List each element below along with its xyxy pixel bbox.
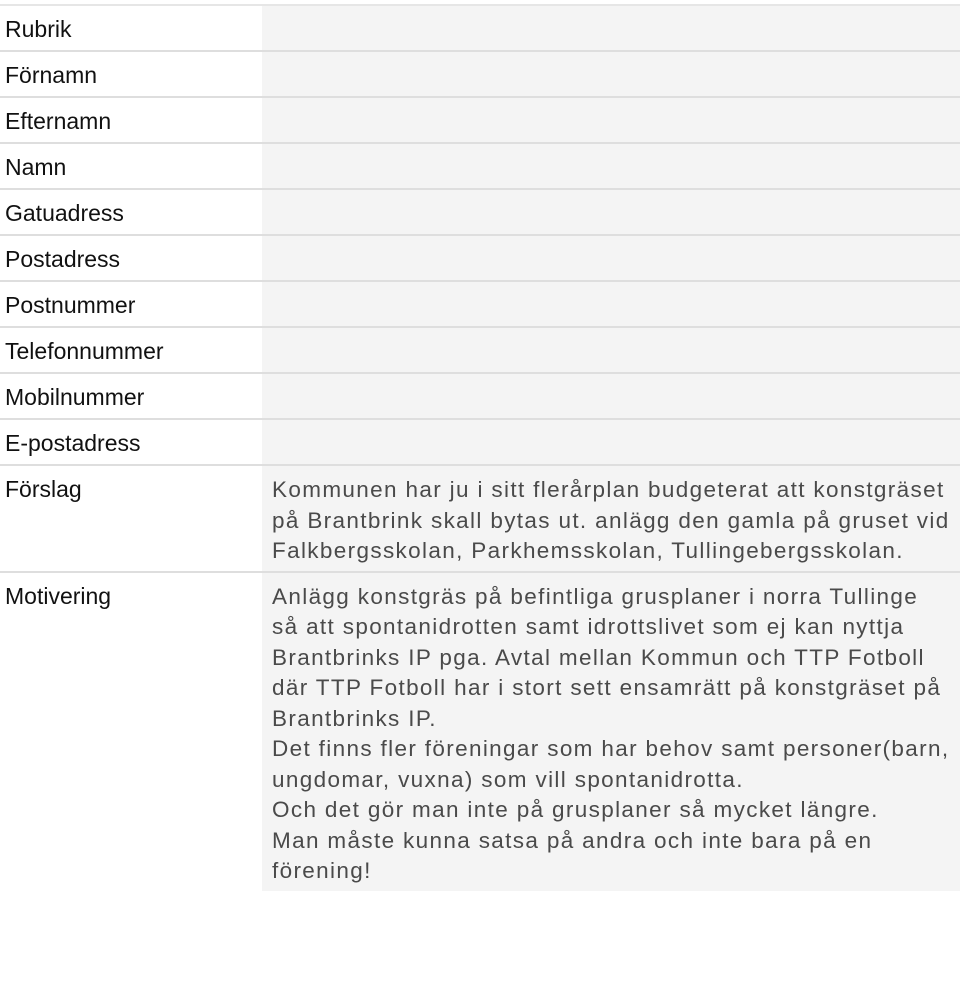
field-value-postadress xyxy=(262,235,960,281)
field-label-forslag: Förslag xyxy=(0,465,262,572)
field-value-mobilnummer xyxy=(262,373,960,419)
motivering-paragraph-1: Anlägg konstgräs på befintliga grusplaner i norra Tullinge så att spontanidrotten samt idrottslivet som ej kan nyttja Brantbrinks IP pga. Avtal mellan Kommun och TTP Fotboll där TTP Fotboll har i stort sett ensamrätt på konstgräset på Brantbrinks IP. xyxy=(272,583,942,731)
motivering-paragraph-2: Det finns fler föreningar som har behov samt personer(barn, ungdomar, vuxna) som vill spontanidrotta. xyxy=(272,736,950,792)
field-label-namn: Namn xyxy=(0,143,262,189)
field-label-telefonnummer: Telefonnummer xyxy=(0,327,262,373)
field-label-epostadress: E-postadress xyxy=(0,419,262,465)
form-row-postnummer xyxy=(0,281,960,327)
field-value-gatuadress xyxy=(262,189,960,235)
submission-form-table xyxy=(0,4,960,891)
motivering-paragraph-4: Man måste kunna satsa på andra och inte bara på en förening! xyxy=(272,827,873,883)
form-row-epostadress xyxy=(0,419,960,465)
motivering-paragraph-3: Och det gör man inte på grusplaner så mycket längre. xyxy=(272,797,879,822)
field-value-telefonnummer xyxy=(262,327,960,373)
forslag-paragraph: Kommunen har ju i sitt flerårplan budgeterat att konstgräset på Brantbrink skall bytas ut. anlägg den gamla på gruset vid Falkbergsskolan, Parkhemsskolan, Tullingebergsskolan. xyxy=(272,477,950,563)
field-value-motivering xyxy=(262,572,960,891)
field-label-postnummer: Postnummer xyxy=(0,281,262,327)
field-value-namn xyxy=(262,143,960,189)
form-row-efternamn xyxy=(0,97,960,143)
form-row-motivering xyxy=(0,572,960,891)
field-label-gatuadress: Gatuadress xyxy=(0,189,262,235)
field-value-fornamn xyxy=(262,51,960,97)
form-row-fornamn xyxy=(0,51,960,97)
form-row-postadress xyxy=(0,235,960,281)
field-value-postnummer xyxy=(262,281,960,327)
form-row-telefonnummer xyxy=(0,327,960,373)
form-row-forslag xyxy=(0,465,960,572)
field-value-rubrik xyxy=(262,5,960,51)
field-label-rubrik: Rubrik xyxy=(0,5,262,51)
field-label-postadress: Postadress xyxy=(0,235,262,281)
form-row-mobilnummer xyxy=(0,373,960,419)
field-label-motivering: Motivering xyxy=(0,572,262,891)
field-value-epostadress xyxy=(262,419,960,465)
field-value-efternamn xyxy=(262,97,960,143)
form-row-namn xyxy=(0,143,960,189)
form-row-rubrik xyxy=(0,5,960,51)
form-row-gatuadress xyxy=(0,189,960,235)
field-value-forslag xyxy=(262,465,960,572)
field-label-efternamn: Efternamn xyxy=(0,97,262,143)
field-label-mobilnummer: Mobilnummer xyxy=(0,373,262,419)
field-label-fornamn: Förnamn xyxy=(0,51,262,97)
